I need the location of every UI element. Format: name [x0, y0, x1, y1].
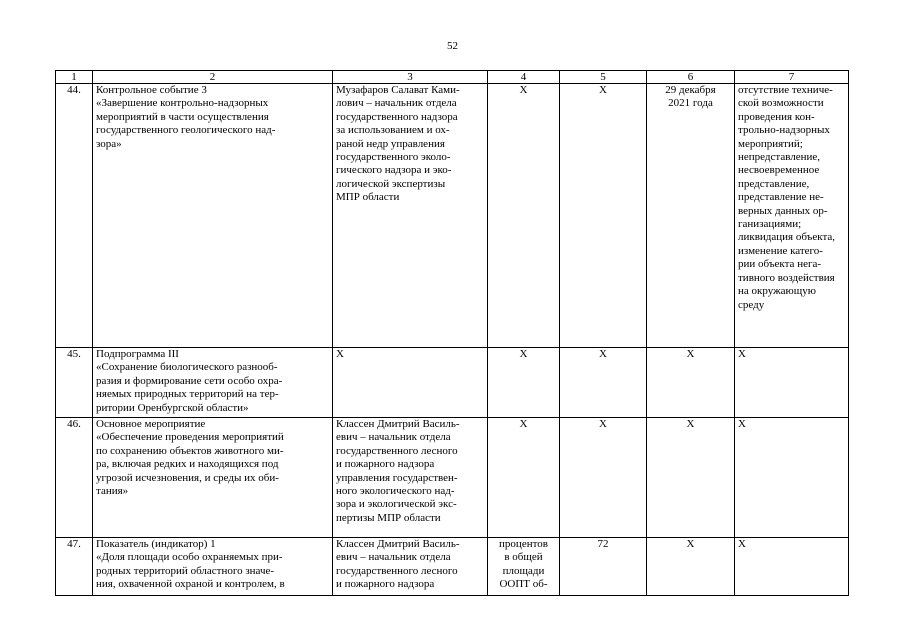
table-row	[56, 418, 849, 538]
risk-cell	[735, 418, 849, 538]
cell-text-line: государственного лесного	[336, 444, 458, 457]
cell-text-line: и пожарного надзора	[336, 578, 435, 591]
cell-text-line: рии объекта нега-	[738, 258, 822, 271]
cell-text-line: «Доля площади особо охраняемых при-	[96, 551, 283, 564]
cell-text-line: Х	[599, 348, 607, 360]
table-row	[56, 538, 849, 596]
cell-text-line: «Сохранение биологического разнооб-	[96, 361, 278, 374]
column-number-row	[56, 71, 849, 84]
cell-text-line: Х	[738, 418, 746, 430]
cell-text-line: Х	[519, 84, 528, 96]
cell-text-line: гического надзора и эко-	[336, 164, 452, 177]
cell-text-line: Музафаров Салават Ками-	[336, 84, 460, 96]
unit-cell	[488, 538, 560, 596]
cell-text-line: няемых природных территорий на тер-	[96, 388, 279, 401]
cell-text-line: государственного геологического над-	[96, 124, 276, 137]
page-number: 52	[447, 40, 458, 52]
deadline-cell	[647, 418, 735, 538]
responsible-person	[333, 348, 488, 418]
cell-text-line: тивного воздействия	[738, 271, 835, 284]
column-header-2: 2	[93, 71, 333, 84]
cell-text-line: государственного надзора	[336, 110, 458, 123]
cell-text-line: зора и экологической экс-	[336, 498, 457, 511]
plan-table	[55, 70, 849, 596]
event-name	[93, 418, 333, 538]
cell-text-line: Классен Дмитрий Василь-	[336, 418, 460, 430]
event-name	[93, 348, 333, 418]
row-number: 44.	[56, 84, 93, 348]
cell-text-line: ра, включая редких и находящихся под	[96, 458, 279, 471]
cell-text-line: разия и формирование сети особо охра-	[96, 374, 283, 387]
event-name	[93, 84, 333, 348]
cell-text-line: представление не-	[738, 191, 824, 204]
cell-text-line: Х	[519, 348, 528, 360]
deadline-cell	[647, 84, 735, 348]
risk-cell	[735, 348, 849, 418]
cell-text-line: верных данных ор-	[738, 204, 828, 217]
cell-text-line: ской возможности	[738, 97, 824, 110]
cell-text-line: отсутствие техниче-	[738, 84, 833, 96]
cell-text-line: «Завершение контрольно-надзорных	[96, 97, 269, 110]
cell-text-line: 72	[597, 538, 609, 550]
cell-text-line: Х	[686, 348, 695, 360]
cell-text-line: Х	[599, 84, 607, 96]
column-header-5: 5	[560, 71, 647, 84]
cell-text-line: Х	[738, 538, 746, 550]
cell-text-line: в общей	[504, 551, 543, 564]
unit-cell	[488, 418, 560, 538]
cell-text-line: Х	[599, 418, 607, 430]
cell-text-line: лович – начальник отдела	[336, 97, 457, 110]
cell-text-line: площади	[502, 564, 545, 577]
cell-text-line: на окружающую	[738, 285, 816, 298]
cell-text-line: Контрольное событие 3	[96, 84, 207, 96]
cell-text-line: 29 декабря	[665, 84, 716, 96]
column-header-6: 6	[647, 71, 735, 84]
row-number: 46.	[56, 418, 93, 538]
cell-text-line: Подпрограмма III	[96, 348, 179, 360]
cell-text-line: Х	[738, 348, 746, 360]
cell-text-line: Классен Дмитрий Василь-	[336, 538, 460, 550]
cell-text-line: государственного лесного	[336, 564, 458, 577]
cell-text-line: Х	[336, 348, 344, 360]
responsible-person	[333, 538, 488, 596]
cell-text-line: за использованием и ох-	[336, 124, 450, 137]
cell-text-line: МПР области	[336, 191, 400, 204]
cell-text-line: Х	[519, 418, 528, 430]
deadline-cell	[647, 538, 735, 596]
cell-text-line: ганизациями;	[738, 218, 802, 231]
cell-text-line: тания»	[96, 485, 129, 498]
risk-cell	[735, 84, 849, 348]
cell-text-line: процентов	[499, 538, 548, 550]
column-header-4: 4	[488, 71, 560, 84]
cell-text-line: логической экспертизы	[336, 177, 446, 190]
cell-text-line: родных территорий областного значе-	[96, 564, 275, 577]
cell-text-line: Х	[686, 418, 695, 430]
value-cell	[560, 84, 647, 348]
table-row	[56, 84, 849, 348]
column-header-1: 1	[56, 71, 93, 84]
cell-text-line: раной недр управления	[336, 137, 445, 150]
row-number: 47.	[56, 538, 93, 596]
cell-text-line: представление,	[738, 177, 810, 190]
cell-text-line: евич – начальник отдела	[336, 551, 451, 564]
column-header-3: 3	[333, 71, 488, 84]
cell-text-line: среду	[738, 298, 765, 311]
cell-text-line: Х	[686, 538, 695, 550]
cell-text-line: государственного эколо-	[336, 151, 451, 164]
cell-text-line: непредставление,	[738, 151, 821, 164]
value-cell	[560, 348, 647, 418]
value-cell	[560, 538, 647, 596]
value-cell	[560, 418, 647, 538]
responsible-person	[333, 418, 488, 538]
unit-cell	[488, 348, 560, 418]
risk-cell	[735, 538, 849, 596]
cell-text-line: «Обеспечение проведения мероприятий	[96, 431, 284, 444]
cell-text-line: проведения кон-	[738, 110, 815, 123]
cell-text-line: ликвидация объекта,	[738, 231, 836, 244]
cell-text-line: и пожарного надзора	[336, 458, 435, 471]
cell-text-line: мероприятий;	[738, 137, 803, 150]
cell-text-line: Основное мероприятие	[96, 418, 206, 430]
cell-text-line: ООПТ об-	[499, 578, 548, 591]
table-row	[56, 348, 849, 418]
cell-text-line: ния, охваченной охраной и контролем, в	[96, 578, 285, 591]
cell-text-line: 2021 года	[668, 97, 713, 110]
cell-text-line: несвоевременное	[738, 164, 820, 177]
cell-text-line: по сохранению объектов животного ми-	[96, 444, 284, 457]
cell-text-line: ного экологического над-	[336, 485, 455, 498]
cell-text-line: изменение катего-	[738, 244, 823, 257]
column-header-7: 7	[735, 71, 849, 84]
cell-text-line: ритории Оренбургской области»	[96, 401, 249, 414]
event-name	[93, 538, 333, 596]
row-number: 45.	[56, 348, 93, 418]
cell-text-line: пертизы МПР области	[336, 511, 441, 524]
cell-text-line: Показатель (индикатор) 1	[96, 538, 216, 550]
cell-text-line: мероприятий в части осуществления	[96, 110, 269, 123]
cell-text-line: управления государствен-	[336, 471, 458, 484]
cell-text-line: угрозой исчезновения, и среды их оби-	[96, 471, 279, 484]
deadline-cell	[647, 348, 735, 418]
responsible-person	[333, 84, 488, 348]
cell-text-line: евич – начальник отдела	[336, 431, 451, 444]
cell-text-line: зора»	[96, 137, 122, 150]
cell-text-line: трольно-надзорных	[738, 124, 830, 137]
unit-cell	[488, 84, 560, 348]
